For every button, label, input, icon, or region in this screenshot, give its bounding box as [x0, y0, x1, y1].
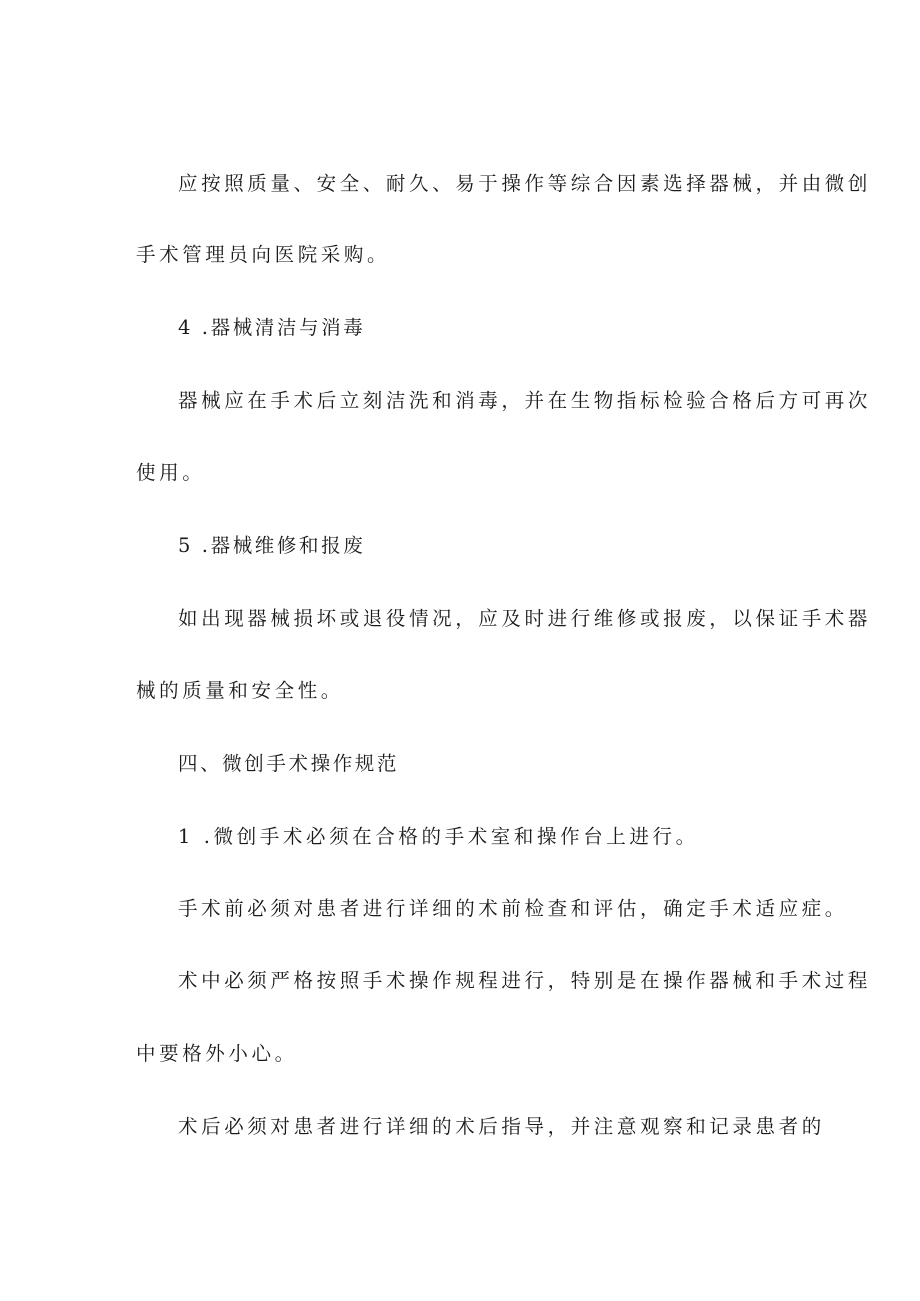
paragraph-line: 术中必须严格按照手术操作规程进行，特别是在操作器械和手术过程: [178, 969, 872, 992]
paragraph-line: 术后必须对患者进行详细的术后指导，并注意观察和记录患者的: [178, 1115, 825, 1138]
paragraph-line: 中要格外小心。: [136, 1042, 298, 1065]
section-heading: 5 .器械维修和报废: [178, 534, 366, 557]
paragraph-line: 手术管理员向医院采购。: [136, 243, 391, 266]
section-heading: 四、微创手术操作规范: [178, 752, 400, 775]
paragraph-line: 1 .微创手术必须在合格的手术室和操作台上进行。: [178, 825, 699, 848]
paragraph-line: 使用。: [136, 461, 206, 484]
paragraph-line: 械的质量和安全性。: [136, 679, 344, 702]
section-heading: 4 .器械清洁与消毒: [178, 316, 366, 339]
paragraph-line: 如出现器械损坏或退役情况，应及时进行维修或报废，以保证手术器: [178, 607, 872, 630]
paragraph-line: 手术前必须对患者进行详细的术前检查和评估，确定手术适应症。: [178, 897, 848, 920]
paragraph-line: 器械应在手术后立刻洁洗和消毒，并在生物指标检验合格后方可再次: [178, 389, 872, 412]
paragraph-line: 应按照质量、安全、耐久、易于操作等综合因素选择器械，并由微创: [178, 172, 872, 195]
